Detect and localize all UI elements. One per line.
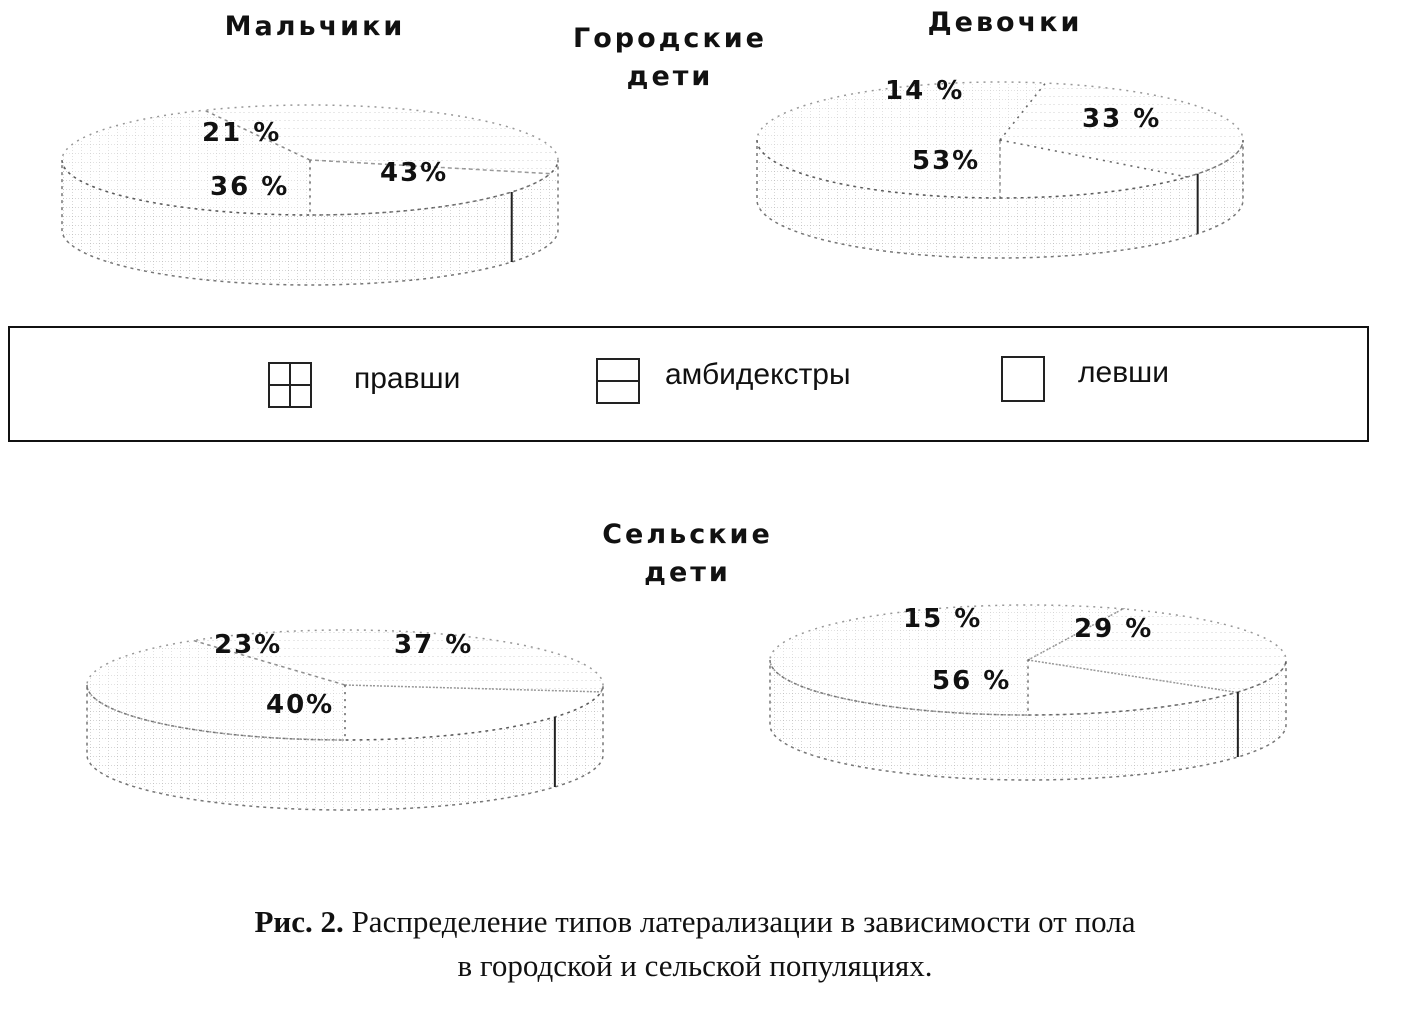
data-label-boys-rural-left: 23% <box>214 630 283 660</box>
legend-label-ambidextrous: амбидекстры <box>665 358 851 391</box>
legend <box>8 326 1369 442</box>
heading-rural-line2: дети <box>644 557 731 588</box>
heading-girls: Девочки <box>927 7 1083 38</box>
legend-label-left-handed: левши <box>1078 356 1169 389</box>
heading-urban-line2: дети <box>626 61 714 92</box>
pie-boys-urban <box>62 105 558 285</box>
legend-swatch-left-handed <box>1001 356 1045 402</box>
caption-line1 <box>0 900 1390 944</box>
pie-boys-rural <box>87 630 603 810</box>
data-label-girls-urban-right: 53% <box>912 146 981 176</box>
data-label-girls-rural-ambi: 29 % <box>1074 614 1154 644</box>
legend-swatch-ambidextrous <box>596 358 640 404</box>
legend-label-right-handed: правши <box>354 362 461 395</box>
data-label-boys-urban-ambi: 36 % <box>210 172 290 202</box>
figure-caption <box>0 900 1390 988</box>
data-label-girls-rural-left: 15 % <box>903 604 983 634</box>
data-label-boys-rural-ambi: 37 % <box>394 630 474 660</box>
data-label-girls-urban-ambi: 33 % <box>1082 104 1162 134</box>
data-label-girls-rural-right: 56 % <box>932 666 1012 696</box>
data-label-boys-urban-left: 21 % <box>202 118 282 148</box>
caption-line2: в городской и сельской популяциях. <box>457 948 933 983</box>
pie-girls-urban <box>757 82 1243 258</box>
data-label-boys-rural-right: 40% <box>266 690 335 720</box>
heading-boys: Мальчики <box>224 11 406 42</box>
legend-swatch-right-handed <box>268 362 312 408</box>
caption-text-line1: Распределение типов латерализации в зависимости от пола <box>343 904 1136 939</box>
heading-urban-line1: Городские <box>573 23 767 54</box>
caption-figure-number: Рис. 2. <box>254 904 344 939</box>
data-label-girls-urban-left: 14 % <box>885 76 965 106</box>
pie-girls-rural <box>770 605 1286 780</box>
heading-rural-line1: Сельские <box>602 519 773 550</box>
data-label-boys-urban-right: 43% <box>380 158 449 188</box>
